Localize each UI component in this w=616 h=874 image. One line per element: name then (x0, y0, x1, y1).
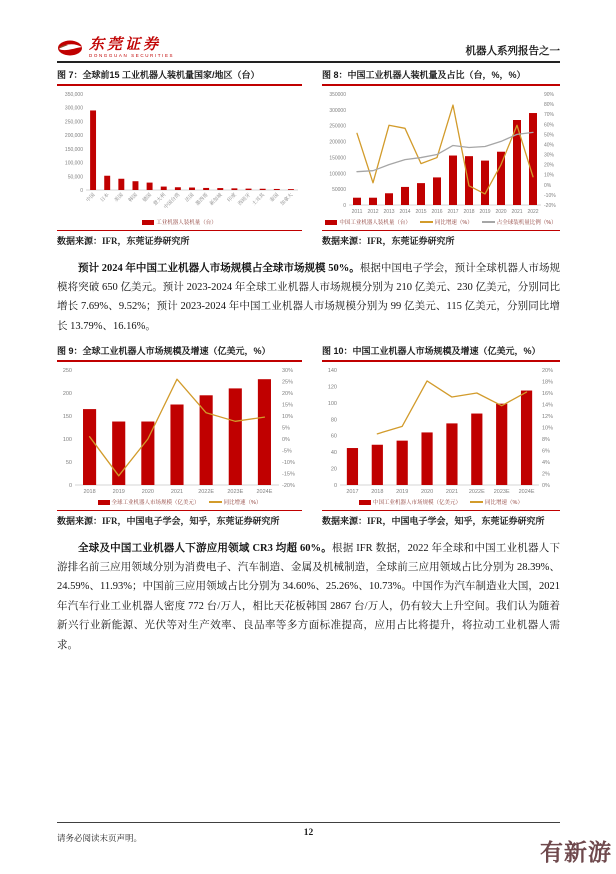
legend-bar-swatch (359, 500, 371, 505)
figure-9-legend (57, 498, 302, 506)
figure-9-title: 图 9：全球工业机器人市场规模及增速（亿美元，%） (57, 342, 302, 362)
svg-text:30%: 30% (544, 152, 555, 159)
svg-text:20%: 20% (542, 368, 554, 375)
svg-text:2021: 2021 (445, 489, 459, 496)
figure-10-chart (322, 365, 560, 497)
svg-text:2022: 2022 (527, 209, 539, 215)
svg-text:70%: 70% (544, 112, 555, 119)
figure-7-block (57, 66, 302, 249)
legend-line-swatch (420, 221, 433, 223)
svg-text:2012: 2012 (367, 209, 379, 215)
svg-text:2018: 2018 (463, 209, 475, 215)
svg-text:2017: 2017 (346, 489, 359, 496)
svg-text:16%: 16% (542, 391, 554, 398)
footer-disclaimer: 请务必阅读末页声明。 (57, 833, 143, 843)
svg-text:2018: 2018 (371, 489, 384, 496)
svg-text:土耳其: 土耳其 (251, 192, 267, 208)
figure-7-chart (57, 89, 302, 217)
figure-9-chart (57, 365, 302, 497)
svg-text:2020: 2020 (495, 209, 507, 215)
watermark-text: 有新游 (540, 839, 612, 865)
legend-item (325, 218, 411, 226)
svg-text:50: 50 (65, 460, 72, 467)
svg-text:印度: 印度 (226, 192, 238, 204)
svg-text:2014: 2014 (399, 209, 411, 215)
svg-text:2019: 2019 (479, 209, 491, 215)
legend-item (470, 498, 523, 506)
figure-8-title: 图 8：中国工业机器人装机量及占比（台，%，%） (322, 66, 560, 86)
svg-text:2023E: 2023E (493, 489, 510, 496)
charts-row-top (57, 66, 560, 249)
svg-text:2016: 2016 (431, 209, 443, 215)
legend-label: 中国工业机器人装机量（台） (339, 220, 411, 226)
svg-text:350000: 350000 (329, 92, 346, 98)
svg-text:300,000: 300,000 (64, 105, 83, 112)
svg-text:140: 140 (327, 368, 337, 375)
svg-text:-10%: -10% (282, 460, 295, 467)
paragraph-2-lead: 全球及中国工业机器人下游应用领域 CR3 均超 60%。 (78, 542, 332, 554)
svg-text:-20%: -20% (282, 483, 295, 490)
svg-text:10%: 10% (542, 425, 554, 432)
figure-10-title: 图 10：中国工业机器人市场规模及增速（亿美元，%） (322, 342, 560, 362)
legend-line-swatch (482, 221, 495, 223)
figure-8-source: 数据来源：IFR，东莞证券研究所 (322, 230, 560, 249)
figure-8-chart (322, 89, 560, 217)
svg-text:350,000: 350,000 (64, 92, 83, 98)
figure-10-block (322, 342, 560, 529)
svg-text:200000: 200000 (329, 139, 346, 146)
legend-bar-swatch (142, 220, 154, 225)
figure-8-block (322, 66, 560, 249)
svg-text:德国: 德国 (141, 192, 154, 204)
paragraph-1-lead: 预计 2024 年中国工业机器人市场规模占全球市场规模 50%。 (78, 262, 360, 274)
brand-subtitle: DONGGUAN SECURITIES (89, 52, 175, 58)
legend-item (420, 218, 473, 226)
svg-text:14%: 14% (542, 402, 554, 409)
figure-10-legend (322, 498, 560, 506)
paragraph-market-size (57, 259, 560, 337)
svg-text:加拿大: 加拿大 (279, 192, 295, 208)
svg-text:100: 100 (327, 400, 337, 407)
svg-text:2011: 2011 (351, 209, 363, 215)
svg-text:-15%: -15% (282, 471, 295, 478)
svg-text:60%: 60% (544, 122, 555, 129)
svg-text:泰国: 泰国 (268, 192, 281, 204)
svg-text:150: 150 (62, 414, 72, 421)
legend-label: 同比增速（%） (223, 500, 262, 507)
svg-text:2019: 2019 (112, 489, 125, 496)
svg-text:50,000: 50,000 (67, 174, 83, 181)
legend-label: 工业机器人装机量（台） (156, 220, 217, 226)
legend-item (209, 498, 262, 506)
svg-text:150,000: 150,000 (64, 146, 83, 153)
svg-text:-20%: -20% (544, 203, 556, 209)
svg-text:100: 100 (62, 437, 72, 444)
svg-text:日本: 日本 (99, 192, 111, 204)
report-series-title: 机器人系列报告之一 (465, 45, 560, 57)
page-footer (57, 822, 560, 846)
svg-text:120: 120 (327, 384, 337, 391)
svg-text:0: 0 (333, 483, 337, 490)
svg-text:2022E: 2022E (198, 489, 215, 496)
svg-text:新加坡: 新加坡 (208, 192, 224, 208)
svg-text:12%: 12% (542, 414, 554, 421)
svg-text:4%: 4% (542, 460, 550, 467)
paragraph-2-body: 根据 IFR 数据，2022 年全球和中国工业机器人下游排名前三应用领域分别为消费电子、汽车制造、金属及机械制造，全球前三应用领域占比分别为 28.39%、24.59%、11.93%；中国前三应用领域占比分别为 34.60%、25.26%、10.73%。中国作为汽车制造业大国，2021 年汽车行业工业机器人密度 772 台/万人，相比天花板韩国 2867 台/万人，仍有较大上升空间。我们认为随着新兴行业新能源、光伏等对生产效率、良品率等多方面标准提高，应用占比将提升，将拉动工业机器人需求。 (57, 542, 560, 651)
legend-label: 同比增速（%） (434, 220, 473, 226)
page-header (57, 30, 560, 63)
legend-label: 同比增速（%） (485, 500, 523, 507)
figure-7-title: 图 7：全球前15 工业机器人装机量国家/地区（台） (57, 66, 302, 86)
figure-7-source: 数据来源：IFR，东莞证券研究所 (57, 230, 302, 249)
legend-label: 中国工业机器人市场规模（亿美元） (373, 500, 462, 507)
legend-line-swatch (470, 501, 483, 503)
brand-logo (57, 38, 174, 59)
svg-text:20%: 20% (282, 391, 294, 398)
svg-text:80: 80 (330, 417, 337, 424)
svg-text:2022E: 2022E (468, 489, 485, 496)
svg-text:150000: 150000 (329, 155, 346, 162)
svg-text:2018: 2018 (83, 489, 96, 496)
svg-text:韩国: 韩国 (127, 192, 139, 204)
legend-item (98, 498, 200, 506)
svg-text:300000: 300000 (329, 107, 346, 114)
legend-label: 占全球装机量比例（%） (496, 220, 557, 226)
page-number: 12 (303, 828, 314, 838)
svg-text:60: 60 (330, 433, 337, 440)
svg-text:40%: 40% (544, 142, 555, 149)
svg-text:0: 0 (68, 483, 72, 490)
svg-text:2017: 2017 (447, 209, 459, 215)
svg-text:中国: 中国 (85, 192, 97, 204)
svg-text:30%: 30% (282, 368, 294, 375)
svg-text:2024E: 2024E (518, 489, 535, 496)
svg-text:8%: 8% (542, 437, 550, 444)
svg-text:50%: 50% (544, 132, 555, 139)
svg-text:10%: 10% (544, 172, 555, 179)
svg-text:200,000: 200,000 (64, 133, 83, 140)
figure-10-source: 数据来源：IFR，中国电子学会，知乎，东莞证券研究所 (322, 510, 560, 529)
legend-bar-swatch (98, 500, 110, 505)
svg-text:2019: 2019 (396, 489, 409, 496)
svg-text:80%: 80% (544, 102, 555, 109)
svg-text:2020: 2020 (141, 489, 154, 496)
svg-text:0: 0 (80, 188, 83, 194)
svg-text:250000: 250000 (329, 123, 346, 130)
svg-text:20: 20 (330, 466, 337, 473)
svg-text:200: 200 (62, 391, 72, 398)
svg-text:50000: 50000 (332, 187, 346, 194)
svg-text:0%: 0% (542, 483, 550, 490)
svg-text:法国: 法国 (184, 192, 196, 204)
svg-text:2020: 2020 (420, 489, 434, 496)
svg-text:2%: 2% (542, 471, 550, 478)
legend-line-swatch (209, 501, 222, 503)
svg-text:5%: 5% (282, 425, 290, 432)
svg-text:250: 250 (62, 368, 72, 375)
legend-item (482, 218, 557, 226)
svg-text:墨西哥: 墨西哥 (194, 192, 210, 208)
svg-text:2024E: 2024E (256, 489, 273, 496)
svg-text:18%: 18% (542, 379, 554, 386)
svg-text:0%: 0% (282, 437, 290, 444)
brand-name: 东莞证券 (89, 36, 162, 53)
svg-text:美国: 美国 (113, 192, 125, 204)
svg-text:20%: 20% (544, 162, 555, 169)
figure-9-source: 数据来源：IFR，中国电子学会，知乎，东莞证券研究所 (57, 510, 302, 529)
svg-text:0%: 0% (544, 182, 552, 189)
figure-7-legend (57, 218, 302, 226)
svg-text:-10%: -10% (544, 192, 556, 199)
svg-text:2015: 2015 (415, 209, 427, 215)
svg-text:中国台湾: 中国台湾 (162, 192, 182, 211)
figure-9-block (57, 342, 302, 529)
charts-row-bottom (57, 342, 560, 529)
svg-text:15%: 15% (282, 402, 294, 409)
svg-text:意大利: 意大利 (152, 192, 168, 208)
svg-text:2023E: 2023E (227, 489, 244, 496)
svg-text:100000: 100000 (329, 171, 346, 178)
figure-8-legend (322, 218, 560, 226)
brand-logo-icon (57, 39, 83, 57)
svg-text:2021: 2021 (170, 489, 184, 496)
svg-text:100,000: 100,000 (64, 160, 83, 167)
svg-text:西班牙: 西班牙 (237, 192, 252, 208)
svg-text:6%: 6% (542, 448, 550, 455)
paragraph-downstream (57, 539, 560, 655)
svg-text:2021: 2021 (511, 209, 523, 215)
svg-text:2013: 2013 (383, 209, 395, 215)
report-body (57, 66, 560, 655)
svg-text:0: 0 (343, 203, 346, 209)
legend-label: 全球工业机器人市场规模（亿美元） (111, 500, 200, 507)
legend-bar-swatch (325, 220, 337, 225)
legend-item (142, 218, 217, 226)
legend-item (359, 498, 461, 506)
svg-text:40: 40 (330, 450, 337, 457)
svg-text:-5%: -5% (282, 448, 292, 455)
svg-text:250,000: 250,000 (64, 119, 83, 126)
paragraph-1-body: 根据中国电子学会，预计全球机器人市场规模将突破 650 亿美元。预计 2023-2024 年全球工业机器人市场规模分别为 210 亿美元、230 亿美元，分别同比增长 7.69%、9.52%；预计 2023-2024 年中国工业机器人市场规模分别为 99 亿美元、115 亿美元，分别同比增长 13.79%、16.16%。 (57, 262, 561, 332)
svg-text:90%: 90% (544, 92, 555, 98)
svg-text:25%: 25% (282, 379, 294, 386)
svg-text:10%: 10% (282, 414, 294, 421)
